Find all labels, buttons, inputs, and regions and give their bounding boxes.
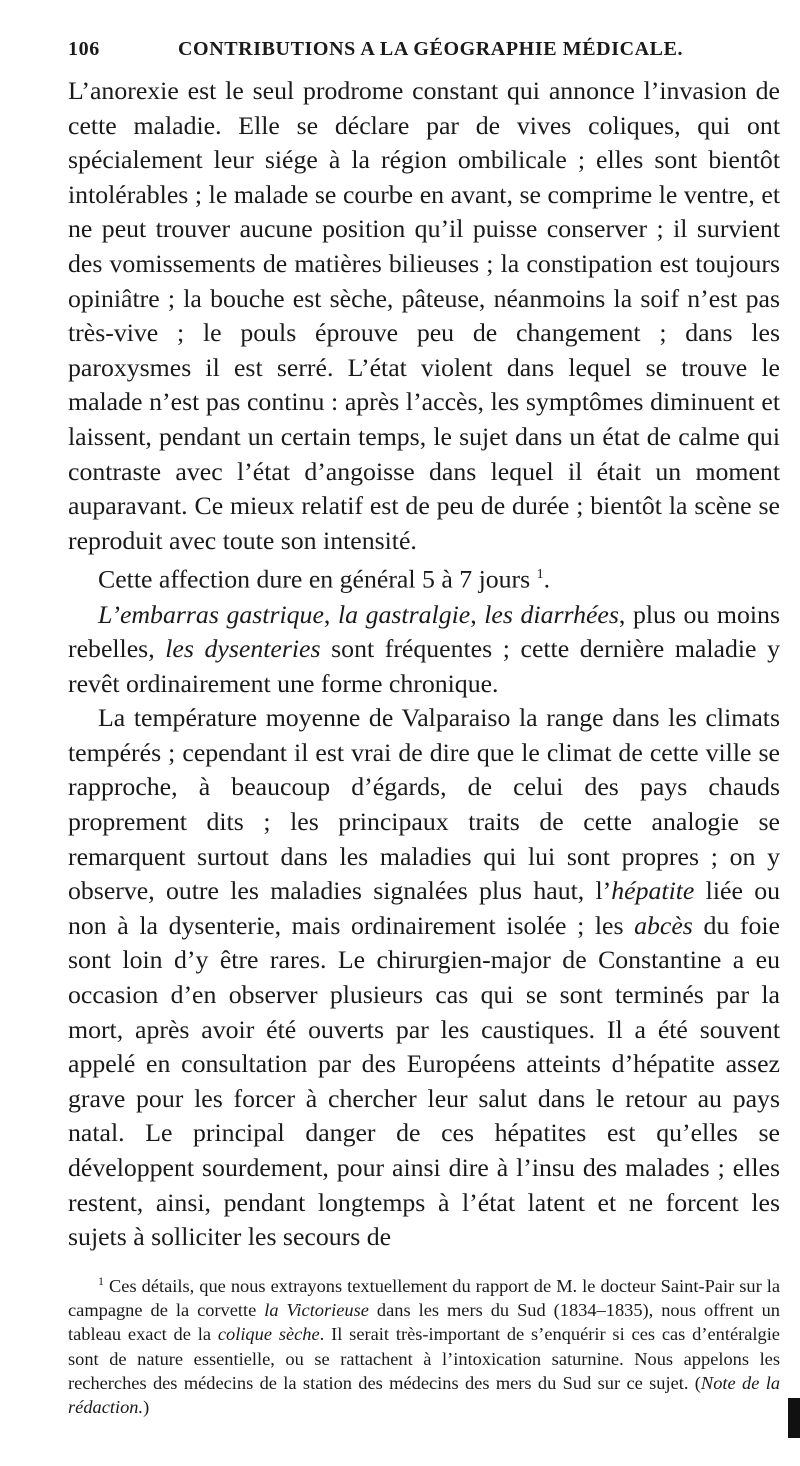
footnote-marker: 1: [98, 1273, 104, 1288]
scan-edge-mark: [788, 1398, 800, 1438]
paragraph-duree: [68, 558, 780, 597]
italic-term: la gastralgie: [337, 599, 471, 629]
italic-term: hépatite: [611, 876, 695, 906]
running-header: [68, 38, 780, 72]
running-title: CONTRIBUTIONS A LA GÉOGRAPHIE MÉDICALE.: [178, 38, 684, 60]
paragraph-anorexie: [68, 74, 780, 558]
paragraph-text: Cette affection dure en général 5 à 7 jours: [98, 564, 531, 594]
footnote-italic: colique sèche: [217, 1324, 320, 1345]
footnote-text: Ces détails, que nous extrayons textuellement du rapport de M. le docteur Saint-Pair sur la campagne de la corvette: [68, 1275, 780, 1321]
paragraph-text: , plus ou moins rebelles,: [68, 599, 780, 664]
footnote-text: . Il serait très-important de s’enquérir si ces cas d’entéralgie sont de nature essentielle, ou se rattachent à l’intoxication saturnine. Nous appelons les recherches des médecins de la station des médecins des mers du Sud sur ce sujet. (: [68, 1324, 780, 1393]
paragraph-text: liée ou non à la dysenterie, mais ordinairement isolée ; les: [68, 876, 780, 940]
footnote-text: ): [143, 1396, 150, 1417]
page-number: 106: [68, 38, 100, 60]
paragraph-temperature: [68, 701, 780, 1255]
footnote: [68, 1269, 780, 1419]
book-page: [68, 38, 780, 1419]
footnote-reference: 1: [536, 567, 544, 583]
paragraph-text: La température moyenne de Valparaiso la range dans les climats tempérés ; cependant il est vrai de dire que le climat de cette ville se rapproche, à beaucoup d’égards, de celui des pays chauds proprement dits ; les principaux traits de cette analogie se remarquent surtout dans les maladies qui lui sont propres ; on y observe, outre les maladies signalées plus haut, l’: [68, 703, 780, 906]
italic-term: abcès: [634, 910, 693, 940]
paragraph-text: ,: [323, 599, 338, 629]
body-text: [68, 74, 780, 1255]
footnote-italic: Note de la rédaction.: [68, 1372, 781, 1417]
paragraph-text: ,: [470, 599, 485, 629]
paragraph-maladies: [68, 598, 780, 702]
italic-term: L’embarras gastrique: [98, 599, 324, 629]
paragraph-text: sont fréquentes ; cette dernière maladie y revêt ordinairement une forme chronique.: [68, 634, 780, 698]
paragraph-text: L’anorexie est le seul prodrome constant qui annonce l’invasion de cette maladie. Elle se déclare par de vives coliques, qui ont spécialement leur siége à la région ombilicale ; elles sont bientôt intolérables ; le malade se courbe en avant, se comprime le ventre, et ne peut trouver aucune position qu’il puisse conserver ; il survient des vomissements de matières bilieuses ; la constipation est toujours opiniâtre ; la bouche est sèche, pâteuse, néanmoins la soif n’est pas très-vive ; le pouls éprouve peu de changement ; dans les paroxysmes il est serré. L’état violent dans lequel se trouve le malade n’est pas continu : après l’accès, les symptômes diminuent et laissent, pendant un certain temps, le sujet dans un état de calme qui contraste avec l’état d’angoisse dans lequel il était un moment auparavant. Ce mieux relatif est de peu de durée ; bientôt la scène se reproduit avec toute son intensité.: [68, 76, 780, 555]
footnote-text: dans les mers du Sud (1834–1835), nous offrent un tableau exact de la: [68, 1300, 781, 1345]
italic-term: les dysenteries: [165, 634, 321, 664]
footnote-italic: la Victorieuse: [264, 1300, 369, 1321]
paragraph-text: du foie sont loin d’y être rares. Le chirurgien-major de Constantine a eu occasion d’en observer plusieurs cas qui se sont terminés par la mort, après avoir été ouverts par les caustiques. Il a été souvent appelé en consultation par des Européens atteints d’hépatite assez grave pour les forcer à chercher leur salut dans le retour au pays natal. Le principal danger de ces hépatites est qu’elles se développent sourdement, pour ainsi dire à l’insu des malades ; elles restent, ainsi, pendant longtemps à l’état latent et ne forcent les sujets à solliciter les secours de: [68, 910, 780, 1252]
italic-term: les diarrhées: [484, 599, 619, 629]
paragraph-text: .: [543, 564, 551, 594]
